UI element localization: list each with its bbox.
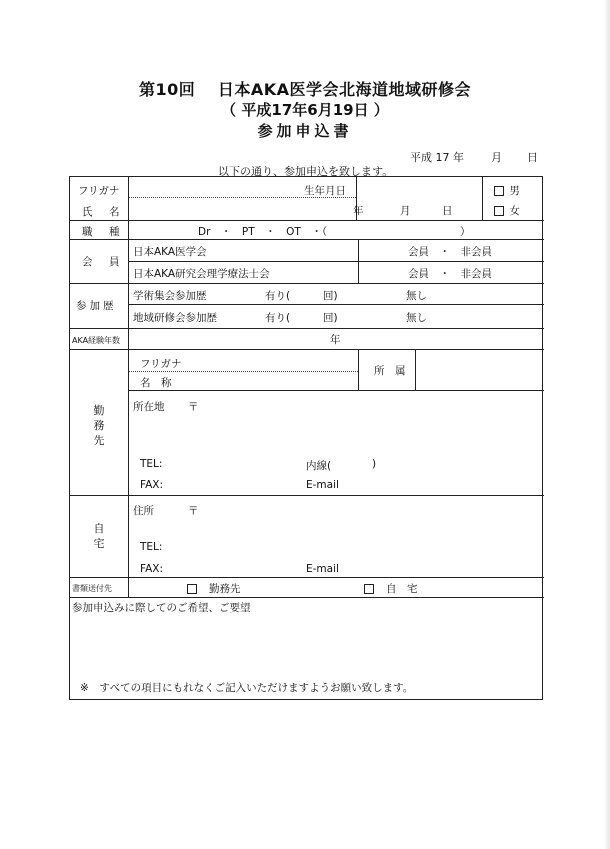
name-label: 氏 名 xyxy=(82,206,123,218)
date-era-year: 平成 17 年 xyxy=(410,151,464,164)
date-month: 月 xyxy=(491,151,502,164)
furigana-label: フリガナ xyxy=(78,185,120,197)
birth-year-label: 年 xyxy=(353,205,364,217)
male-checkbox[interactable] xyxy=(494,186,504,196)
history-label: 参加歴 xyxy=(76,300,117,312)
workplace-furigana-label: フリガナ xyxy=(140,358,182,370)
workplace-fax-label: FAX: xyxy=(140,479,163,491)
male-label: 男 xyxy=(509,185,520,197)
home-fax-label: FAX: xyxy=(140,563,163,575)
history-regional-yes[interactable]: 有り( xyxy=(265,312,291,324)
history-conference-yes[interactable]: 有り( xyxy=(265,290,291,302)
home-postal-mark: 〒 xyxy=(188,505,199,517)
member-org2-status[interactable]: 会員 ・ 非会員 xyxy=(408,268,492,280)
workplace-tel-label: TEL: xyxy=(140,458,163,470)
home-label: 自宅 xyxy=(93,522,105,550)
mailing-workplace-label: 勤務先 xyxy=(209,583,241,595)
event-title: 第10回 日本AKA医学会北海道地域研修会 xyxy=(138,80,471,99)
intro-text: 以下の通り、参加申込を致します。 xyxy=(218,165,394,178)
home-tel-label: TEL: xyxy=(140,541,163,553)
history-regional-no[interactable]: 無し xyxy=(406,312,427,324)
member-org1: 日本AKA医学会 xyxy=(133,246,207,258)
female-checkbox[interactable] xyxy=(494,206,504,216)
history-conference-no[interactable]: 無し xyxy=(406,290,427,302)
date-day: 日 xyxy=(527,151,538,164)
mailing-workplace-checkbox[interactable] xyxy=(187,584,197,594)
requests-field[interactable] xyxy=(72,615,540,675)
event-date: （ 平成17年6月19日 ） xyxy=(221,101,389,119)
workplace-extension-close: ) xyxy=(372,458,377,470)
mailing-option-home[interactable] xyxy=(364,581,418,596)
mailing-home-checkbox[interactable] xyxy=(364,584,374,594)
workplace-label: 勤務先 xyxy=(93,404,105,447)
experience-label: AKA経験年数 xyxy=(72,336,121,345)
member-org2: 日本AKA研究会理学療法士会 xyxy=(133,268,270,280)
female-option[interactable] xyxy=(494,203,520,218)
job-label: 職 種 xyxy=(82,226,123,238)
birth-day-label: 日 xyxy=(442,205,453,217)
female-label: 女 xyxy=(509,205,520,217)
birth-month-label: 月 xyxy=(400,205,411,217)
home-address-label: 住所 xyxy=(133,505,154,517)
name-field[interactable] xyxy=(132,201,352,217)
mailing-home-label: 自 宅 xyxy=(386,583,418,595)
job-other-close: ） xyxy=(460,226,471,238)
history-regional-times: 回) xyxy=(323,312,338,324)
history-item-regional: 地域研修会参加歴 xyxy=(133,312,217,324)
mailing-label: 書類送付先 xyxy=(72,584,112,593)
workplace-address-label: 所在地 xyxy=(133,401,165,413)
requests-note: ※ すべての項目にもれなくご記入いただけますようお願い致します。 xyxy=(80,682,414,694)
requests-label: 参加申込みに際してのご希望、ご要望 xyxy=(72,602,251,614)
member-org1-status[interactable]: 会員 ・ 非会員 xyxy=(408,246,492,258)
workplace-affiliation-label: 所 属 xyxy=(374,365,406,377)
job-options[interactable]: Dr ・ PT ・ OT ・（ xyxy=(198,226,328,238)
history-item-conference: 学術集会参加歴 xyxy=(133,290,207,302)
document-title: 参加申込書 xyxy=(257,122,353,140)
male-option[interactable] xyxy=(494,183,520,198)
home-email-label: E-mail xyxy=(306,563,339,575)
workplace-name-label: 名 称 xyxy=(140,377,172,389)
workplace-extension-label: 内線( xyxy=(306,460,332,472)
birthdate-label: 生年月日 xyxy=(304,185,346,197)
page-edge-shadow xyxy=(604,0,610,849)
member-label: 会 員 xyxy=(82,256,123,268)
application-form xyxy=(69,176,543,700)
mailing-option-workplace[interactable] xyxy=(187,581,241,596)
history-conference-times: 回) xyxy=(323,290,338,302)
workplace-email-label: E-mail xyxy=(306,479,339,491)
experience-year: 年 xyxy=(330,334,341,346)
workplace-postal-mark: 〒 xyxy=(188,401,199,413)
workplace-affiliation-field[interactable] xyxy=(420,355,540,387)
